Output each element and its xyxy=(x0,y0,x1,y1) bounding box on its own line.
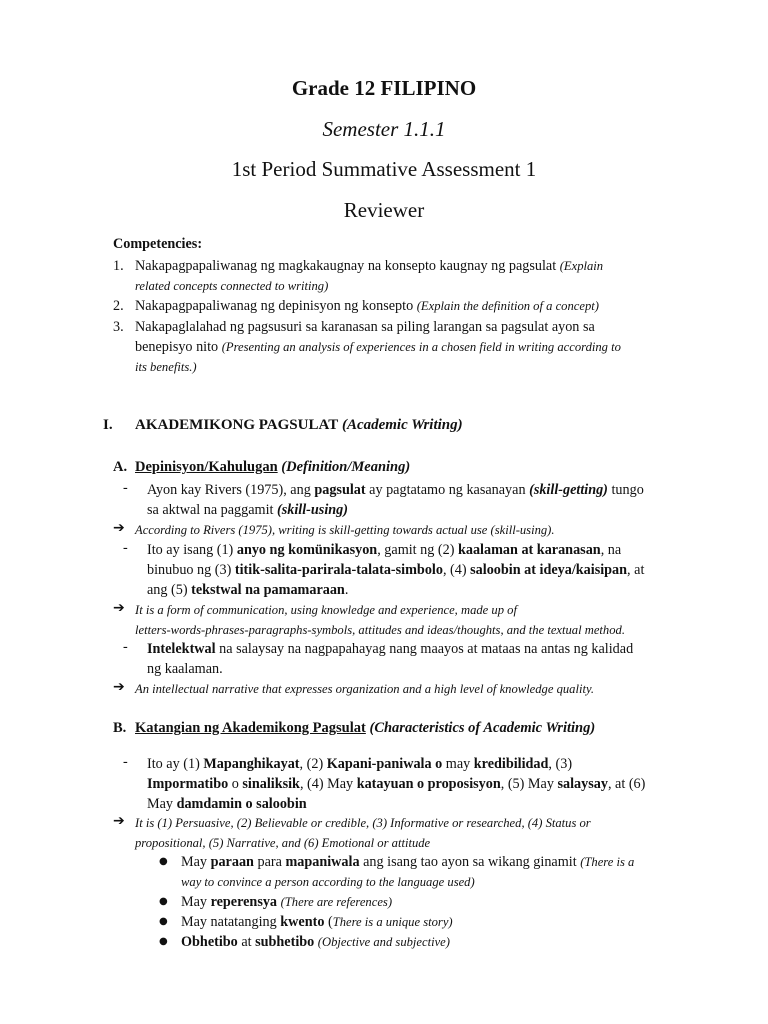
arrow-marker: ➔ xyxy=(113,520,125,536)
dash-marker: - xyxy=(123,480,128,496)
characteristics-list: Ito ay (1) Mapanghikayat, (2) Kapani-paniwala o may kredibilidad, (3) Impormatibo o sinaliksik, (4) May katayuan o proposisyon, (5) May salaysay, at (6) May damdamin o saloobin xyxy=(147,756,646,812)
arrow-marker: ➔ xyxy=(113,600,125,616)
bullet-item-references: May reperensya (There are references) xyxy=(181,894,393,910)
subsection-b-heading: Katangian ng Akademikong Pagsulat (Characteristics of Academic Writing) xyxy=(135,720,596,736)
arrow-marker: ➔ xyxy=(113,813,125,829)
dash-marker: - xyxy=(123,540,128,556)
intellectual-translation: An intellectual narrative that expresses organization and a high level of knowledge quality. xyxy=(135,682,595,696)
competency-item-3: Nakapaglalahad ng pagsusuri sa karanasan sa piling larangan sa pagsulat ayon sa benepisyo nito (Presenting an analysis of experiences in a chosen field in writing according to its benefits.) xyxy=(135,319,621,374)
section-heading: AKADEMIKONG PAGSULAT (Academic Writing) xyxy=(135,417,463,433)
arrow-marker: ➔ xyxy=(113,679,125,695)
communication-translation: It is a form of communication, using knowledge and experience, made up of letters-words-phrases-paragraphs-symbols, attitudes and ideas/thoughts, and the textual method. xyxy=(135,603,625,637)
rivers-definition: Ayon kay Rivers (1975), ang pagsulat ay pagtatamo ng kasanayan (skill-getting) tungo sa aktwal na paggamit (skill-using) xyxy=(147,482,644,518)
bullet-item-story: May natatanging kwento (There is a unique story) xyxy=(181,914,453,930)
bullet-item-persuasion: May paraan para mapaniwala ang isang tao ayon sa wikang ginamit (There is a way to convince a person according to the language used) xyxy=(181,854,635,889)
document-title: Grade 12 FILIPINO xyxy=(291,76,477,100)
bullet-marker: ● xyxy=(159,936,168,947)
competency-item-2: Nakapagpapaliwanag ng depinisyon ng konsepto (Explain the definition of a concept) xyxy=(135,298,599,314)
bullet-marker: ● xyxy=(159,916,168,927)
rivers-translation: According to Rivers (1975), writing is skill-getting towards actual use (skill-using). xyxy=(135,523,555,537)
competency-number-3: 3. xyxy=(113,319,124,335)
bullet-marker: ● xyxy=(159,896,168,907)
subsection-a-heading: Depinisyon/Kahulugan (Definition/Meaning) xyxy=(135,459,411,475)
competency-number-1: 1. xyxy=(113,258,124,274)
bullet-item-objective: Obhetibo at subhetibo (Objective and subjective) xyxy=(181,934,450,950)
competency-number-2: 2. xyxy=(113,298,124,314)
intellectual-definition: Intelektwal na salaysay na nagpapahayag nang maayos at mataas na antas ng kalidad ng kaalaman. xyxy=(147,641,634,677)
assessment-title: 1st Period Summative Assessment 1 xyxy=(231,157,537,181)
competency-item-1: Nakapagpapaliwanag ng magkakaugnay na konsepto kaugnay ng pagsulat (Explain related concepts connected to writing) xyxy=(135,258,604,293)
reviewer-label: Reviewer xyxy=(343,198,425,222)
subsection-b-letter: B. xyxy=(113,720,127,736)
bullet-marker: ● xyxy=(159,856,168,867)
communication-definition: Ito ay isang (1) anyo ng komünikasyon, gamit ng (2) kaalaman at karanasan, na binubuo ng (3) titik-salita-parirala-talata-simbolo, (4) saloobin at ideya/kaisipan, at ang (5) tekstwal na pamamaraan. xyxy=(147,542,645,598)
characteristics-translation: It is (1) Persuasive, (2) Believable or credible, (3) Informative or researched, (4) Status or propositional, (5) Narrative, and (6) Emotional or attitude xyxy=(135,816,591,850)
dash-marker: - xyxy=(123,754,128,770)
competencies-heading: Competencies: xyxy=(113,236,203,252)
section-numeral: I. xyxy=(103,417,113,433)
semester-label: Semester 1.1.1 xyxy=(322,117,446,141)
dash-marker: - xyxy=(123,639,128,655)
subsection-a-letter: A. xyxy=(113,459,128,475)
